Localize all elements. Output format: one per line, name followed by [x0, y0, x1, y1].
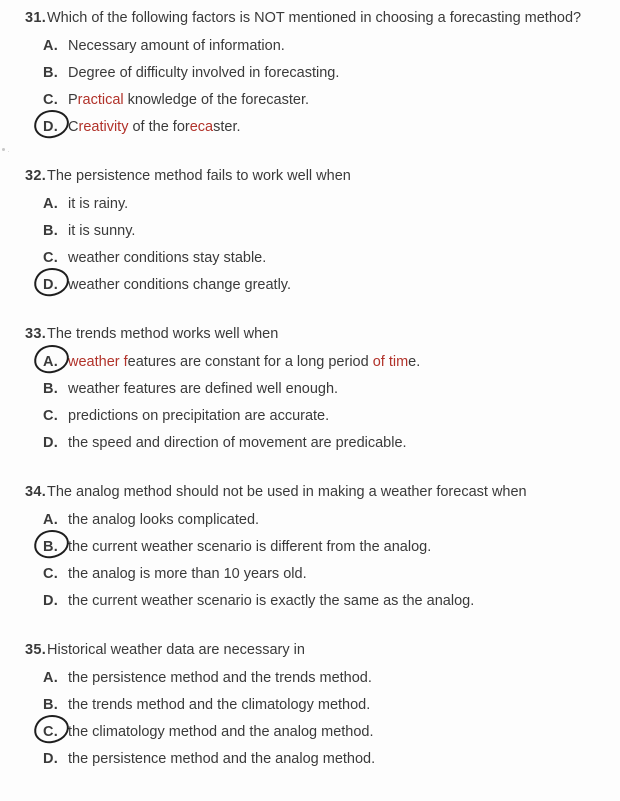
- option-letter-circled-answer-mark: D.: [43, 114, 68, 141]
- question-31: [25, 9, 614, 141]
- option-row: [25, 245, 614, 272]
- question-34: [25, 483, 614, 615]
- question-number: 34.: [25, 484, 47, 500]
- option-row: [25, 218, 614, 245]
- option-letter-circled-answer-mark: D.: [43, 272, 68, 299]
- question-number: 32.: [25, 168, 47, 184]
- option-text: [68, 692, 370, 719]
- option-letter: A.: [43, 196, 59, 212]
- option-row: [25, 349, 614, 376]
- question-header: [25, 167, 614, 186]
- option-text: [68, 376, 338, 403]
- text-segment: P: [68, 92, 78, 108]
- option-letter: D.: [43, 435, 59, 451]
- text-segment: Necessary amount of information.: [68, 38, 285, 54]
- option-text: [68, 430, 407, 457]
- question-35: [25, 641, 614, 773]
- option-letter: D.: [43, 593, 59, 609]
- question-header: [25, 483, 614, 502]
- text-segment: the persistence method and the trends method.: [68, 670, 372, 686]
- text-segment: the speed and direction of movement are predicable.: [68, 435, 407, 451]
- option-text: [68, 561, 307, 588]
- option-letter: B.: [43, 381, 59, 397]
- text-segment: the trends method and the climatology method.: [68, 697, 371, 713]
- text-segment: weather conditions change greatly.: [68, 277, 292, 293]
- options-list: [25, 349, 614, 457]
- text-segment: reativity: [78, 119, 129, 135]
- option-letter: A.: [43, 512, 59, 528]
- text-segment: ractical: [77, 92, 124, 108]
- text-segment: weather features are defined well enough.: [68, 381, 339, 397]
- question-text: Historical weather data are necessary in: [47, 642, 305, 658]
- option-row: [25, 719, 614, 746]
- option-row: [25, 60, 614, 87]
- question-header: [25, 325, 614, 344]
- option-letter: A.: [43, 38, 59, 54]
- text-segment: weather f: [68, 354, 128, 370]
- question-number: 35.: [25, 642, 47, 658]
- option-text: [68, 272, 291, 299]
- option-row: [25, 507, 614, 534]
- option-text: [68, 114, 241, 141]
- text-segment: Degree of difficulty involved in forecasting.: [68, 65, 340, 81]
- text-segment: eatures are constant for a long period: [127, 354, 373, 370]
- option-letter-circled-answer-mark: C.: [43, 719, 68, 746]
- option-text: [68, 60, 339, 87]
- option-row: [25, 403, 614, 430]
- option-letter-circled-answer-mark: A.: [43, 349, 68, 376]
- option-text: [68, 218, 135, 245]
- option-row: [25, 561, 614, 588]
- text-segment: C: [68, 119, 79, 135]
- option-row: [25, 430, 614, 457]
- option-text: [68, 191, 128, 218]
- text-segment: the current weather scenario is exactly the same as the analog.: [68, 593, 475, 609]
- text-segment: e.: [408, 354, 421, 370]
- text-segment: predictions on precipitation are accurate.: [68, 408, 330, 424]
- option-letter: B.: [43, 697, 59, 713]
- options-list: [25, 507, 614, 615]
- scan-artifact: [2, 148, 5, 151]
- text-segment: the climatology method and the analog method.: [68, 724, 374, 740]
- text-segment: the analog looks complicated.: [68, 512, 260, 528]
- option-row: [25, 588, 614, 615]
- text-segment: of tim: [372, 354, 409, 370]
- option-row: [25, 534, 614, 561]
- option-text: [68, 746, 375, 773]
- option-row: [25, 33, 614, 60]
- option-row: [25, 376, 614, 403]
- option-text: [68, 403, 329, 430]
- option-text: [68, 665, 372, 692]
- text-segment: ster.: [213, 119, 241, 135]
- question-header: [25, 641, 614, 660]
- question-32: [25, 167, 614, 299]
- option-row: [25, 272, 614, 299]
- option-row: [25, 114, 614, 141]
- option-letter: C.: [43, 566, 59, 582]
- question-number: 33.: [25, 326, 47, 342]
- option-text: [68, 507, 259, 534]
- option-row: [25, 746, 614, 773]
- option-letter: C.: [43, 92, 59, 108]
- option-letter-circled-answer-mark: B.: [43, 534, 68, 561]
- question-header: [25, 9, 614, 28]
- option-row: [25, 692, 614, 719]
- option-letter: B.: [43, 65, 59, 81]
- text-segment: knowledge of the forecaster.: [123, 92, 310, 108]
- option-text: [68, 87, 309, 114]
- option-letter: D.: [43, 751, 59, 767]
- text-segment: eca: [189, 119, 214, 135]
- option-row: [25, 191, 614, 218]
- option-letter: C.: [43, 250, 59, 266]
- option-text: [68, 719, 374, 746]
- text-segment: it is rainy.: [68, 196, 129, 212]
- option-text: [68, 534, 431, 561]
- option-letter: B.: [43, 223, 59, 239]
- text-segment: weather conditions stay stable.: [68, 250, 267, 266]
- text-segment: of the for: [128, 119, 190, 135]
- option-text: [68, 588, 474, 615]
- question-text: The persistence method fails to work well when: [47, 168, 351, 184]
- option-row: [25, 87, 614, 114]
- options-list: [25, 33, 614, 141]
- text-segment: the current weather scenario is different from the analog.: [68, 539, 432, 555]
- question-text: The analog method should not be used in making a weather forecast when: [47, 484, 527, 500]
- question-text: Which of the following factors is NOT mentioned in choosing a forecasting method?: [47, 10, 582, 26]
- question-number: 31.: [25, 10, 47, 26]
- option-letter: C.: [43, 408, 59, 424]
- text-segment: it is sunny.: [68, 223, 136, 239]
- question-33: [25, 325, 614, 457]
- question-text: The trends method works well when: [47, 326, 279, 342]
- option-text: [68, 349, 420, 376]
- options-list: [25, 665, 614, 773]
- options-list: [25, 191, 614, 299]
- option-letter: A.: [43, 670, 59, 686]
- option-text: [68, 245, 266, 272]
- option-row: [25, 665, 614, 692]
- text-segment: the persistence method and the analog method.: [68, 751, 376, 767]
- text-segment: the analog is more than 10 years old.: [68, 566, 307, 582]
- option-text: [68, 33, 285, 60]
